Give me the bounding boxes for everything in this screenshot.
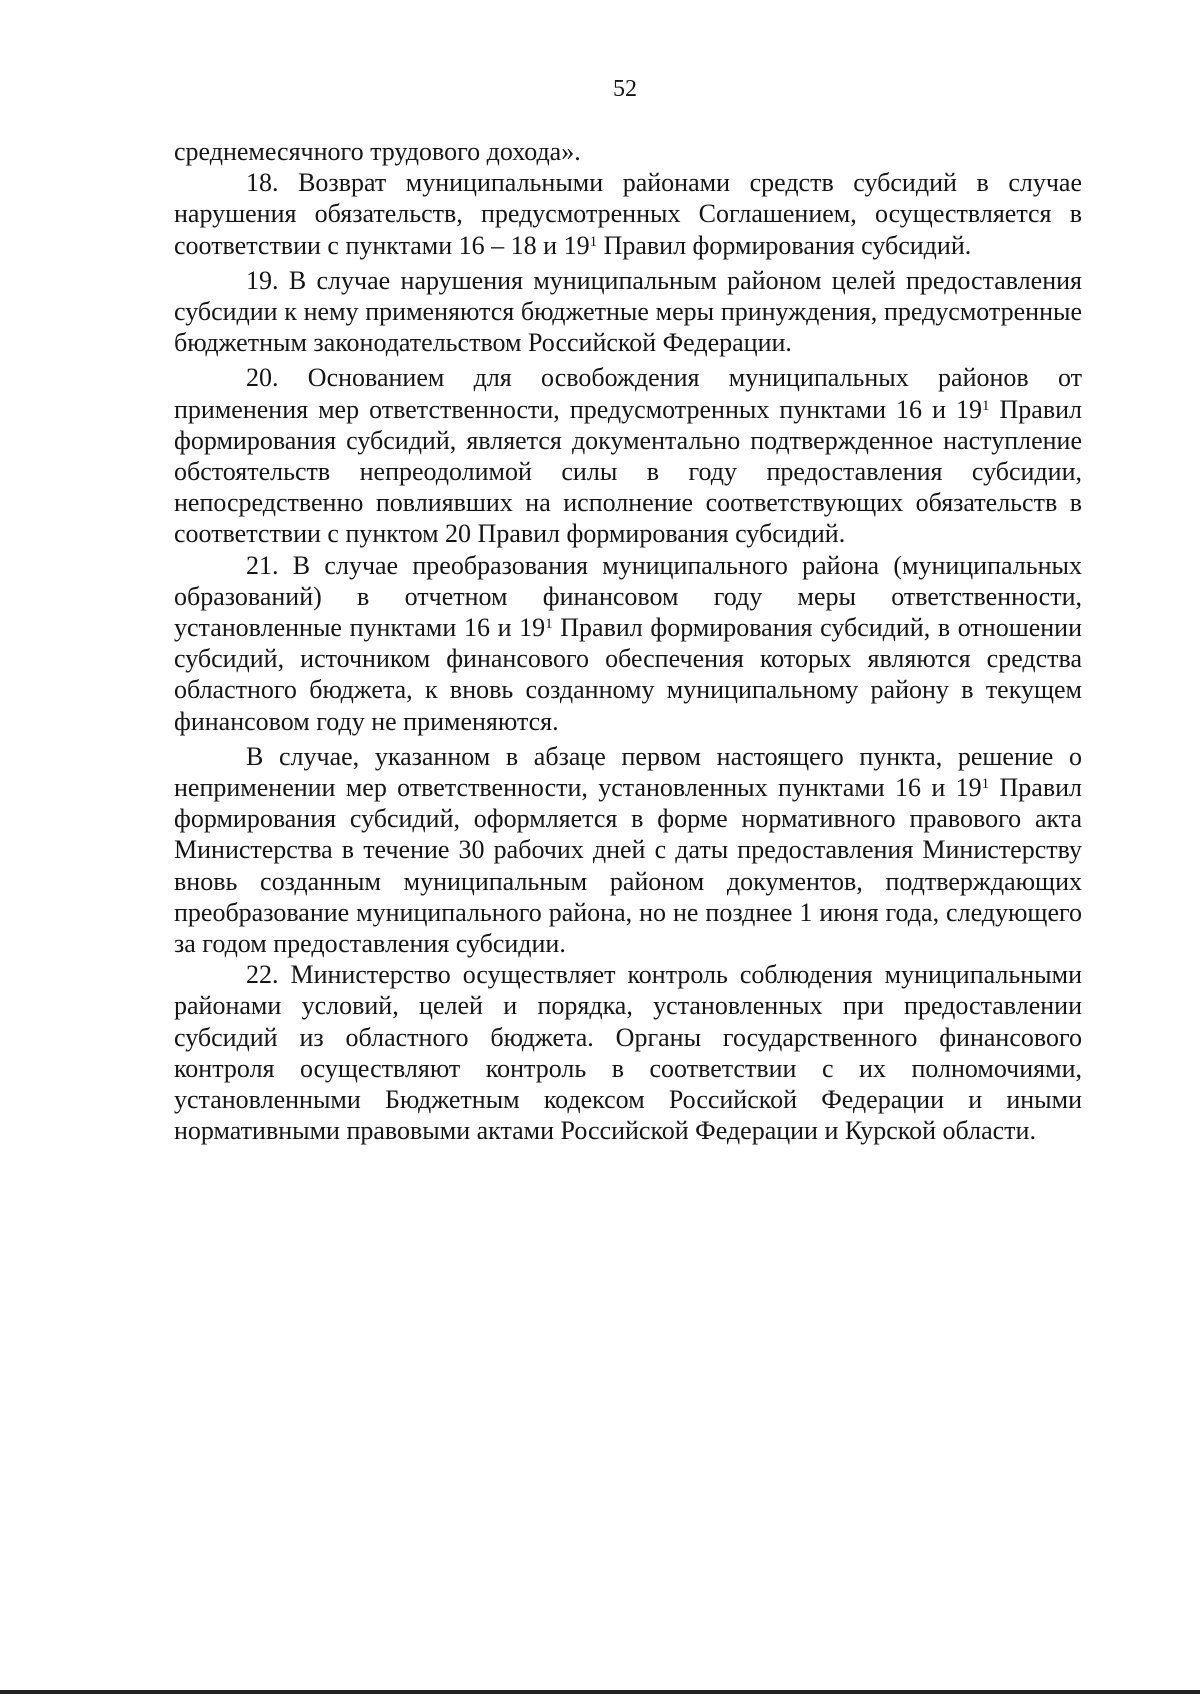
paragraph-p22 — [174, 959, 1082, 1146]
paragraph-text: 20. Основанием для освобождения муниципальных районов от применения мер ответственности, предусмотренных пунктами 16 и 19 — [174, 363, 1082, 424]
paragraph-text: 19. В случае нарушения муниципальным районом целей предоставления субсидии к нему применяются бюджетные меры принуждения, предусмотренные бюджетным законодательством Российской Федерации. — [174, 265, 1082, 358]
scan-edge-line — [0, 1690, 1200, 1694]
superscript: 1 — [545, 616, 553, 633]
page-number: 52 — [613, 76, 637, 102]
paragraph-text: 22. Министерство осуществляет контроль соблюдения муниципальными районами условий, целей и порядка, установленных при предоставлении субсидий из областного бюджета. Органы государственного финансового контроля осуществляют контроль в соответствии с их полномочиями, установленными Бюджетным кодексом Российской Федерации и иными нормативными правовыми актами Российской Федерации и Курской области. — [174, 960, 1082, 1146]
paragraph-text: 21. В случае преобразования муниципального района (муниципальных образований) в отчетном финансовом году меры ответственности, установленные пунктами 16 и 19 — [174, 550, 1082, 643]
superscript: 1 — [981, 776, 990, 793]
paragraph-text: среднемесячного трудового дохода». — [174, 137, 581, 166]
paragraph-text: Правил формирования субсидий, в отношении субсидий, источником финансового обеспечения которых являются средства областного бюджета, к вновь созданному муниципальному району в текущем финансовом году не применяются. — [174, 613, 1083, 736]
paragraph-p21b — [174, 741, 1082, 959]
paragraph-p20 — [174, 362, 1082, 549]
paragraph-p19 — [174, 265, 1082, 359]
superscript: 1 — [982, 397, 990, 414]
document-body — [174, 136, 1082, 1147]
paragraph-p0 — [174, 136, 1082, 167]
paragraph-p18 — [174, 167, 1082, 261]
paragraph-p21 — [174, 550, 1082, 737]
paragraph-text: Правил формирования субсидий, оформляется в форме нормативного правового акта Министерства в течение 30 рабочих дней с даты предоставления Министерству вновь созданным муниципальным районом документов, подтверждающих преобразование муниципального района, но не позднее 1 июня года, следующего за годом предоставления субсидии. — [174, 773, 1083, 959]
paragraph-text: В случае, указанном в абзаце первом настоящего пункта, решение о неприменении мер ответственности, установленных пунктами 16 и 19 — [174, 741, 1082, 803]
paragraph-text: Правил формирования субсидий. — [597, 230, 972, 260]
superscript: 1 — [589, 233, 598, 250]
paragraph-text: 18. Возврат муниципальными районами средств субсидий в случае нарушения обязательств, предусмотренных Соглашением, осуществляется в соответствии с пунктами 16 – 18 и 19 — [174, 168, 1082, 260]
paragraph-text: Правил формирования субсидий, является документально подтвержденное наступление обстоятельств непреодолимой силы в году предоставления субсидии, непосредственно повлиявших на исполнение соответствующих обязательств в соответствии с пунктом 20 Правил формирования субсидий. — [174, 394, 1082, 549]
